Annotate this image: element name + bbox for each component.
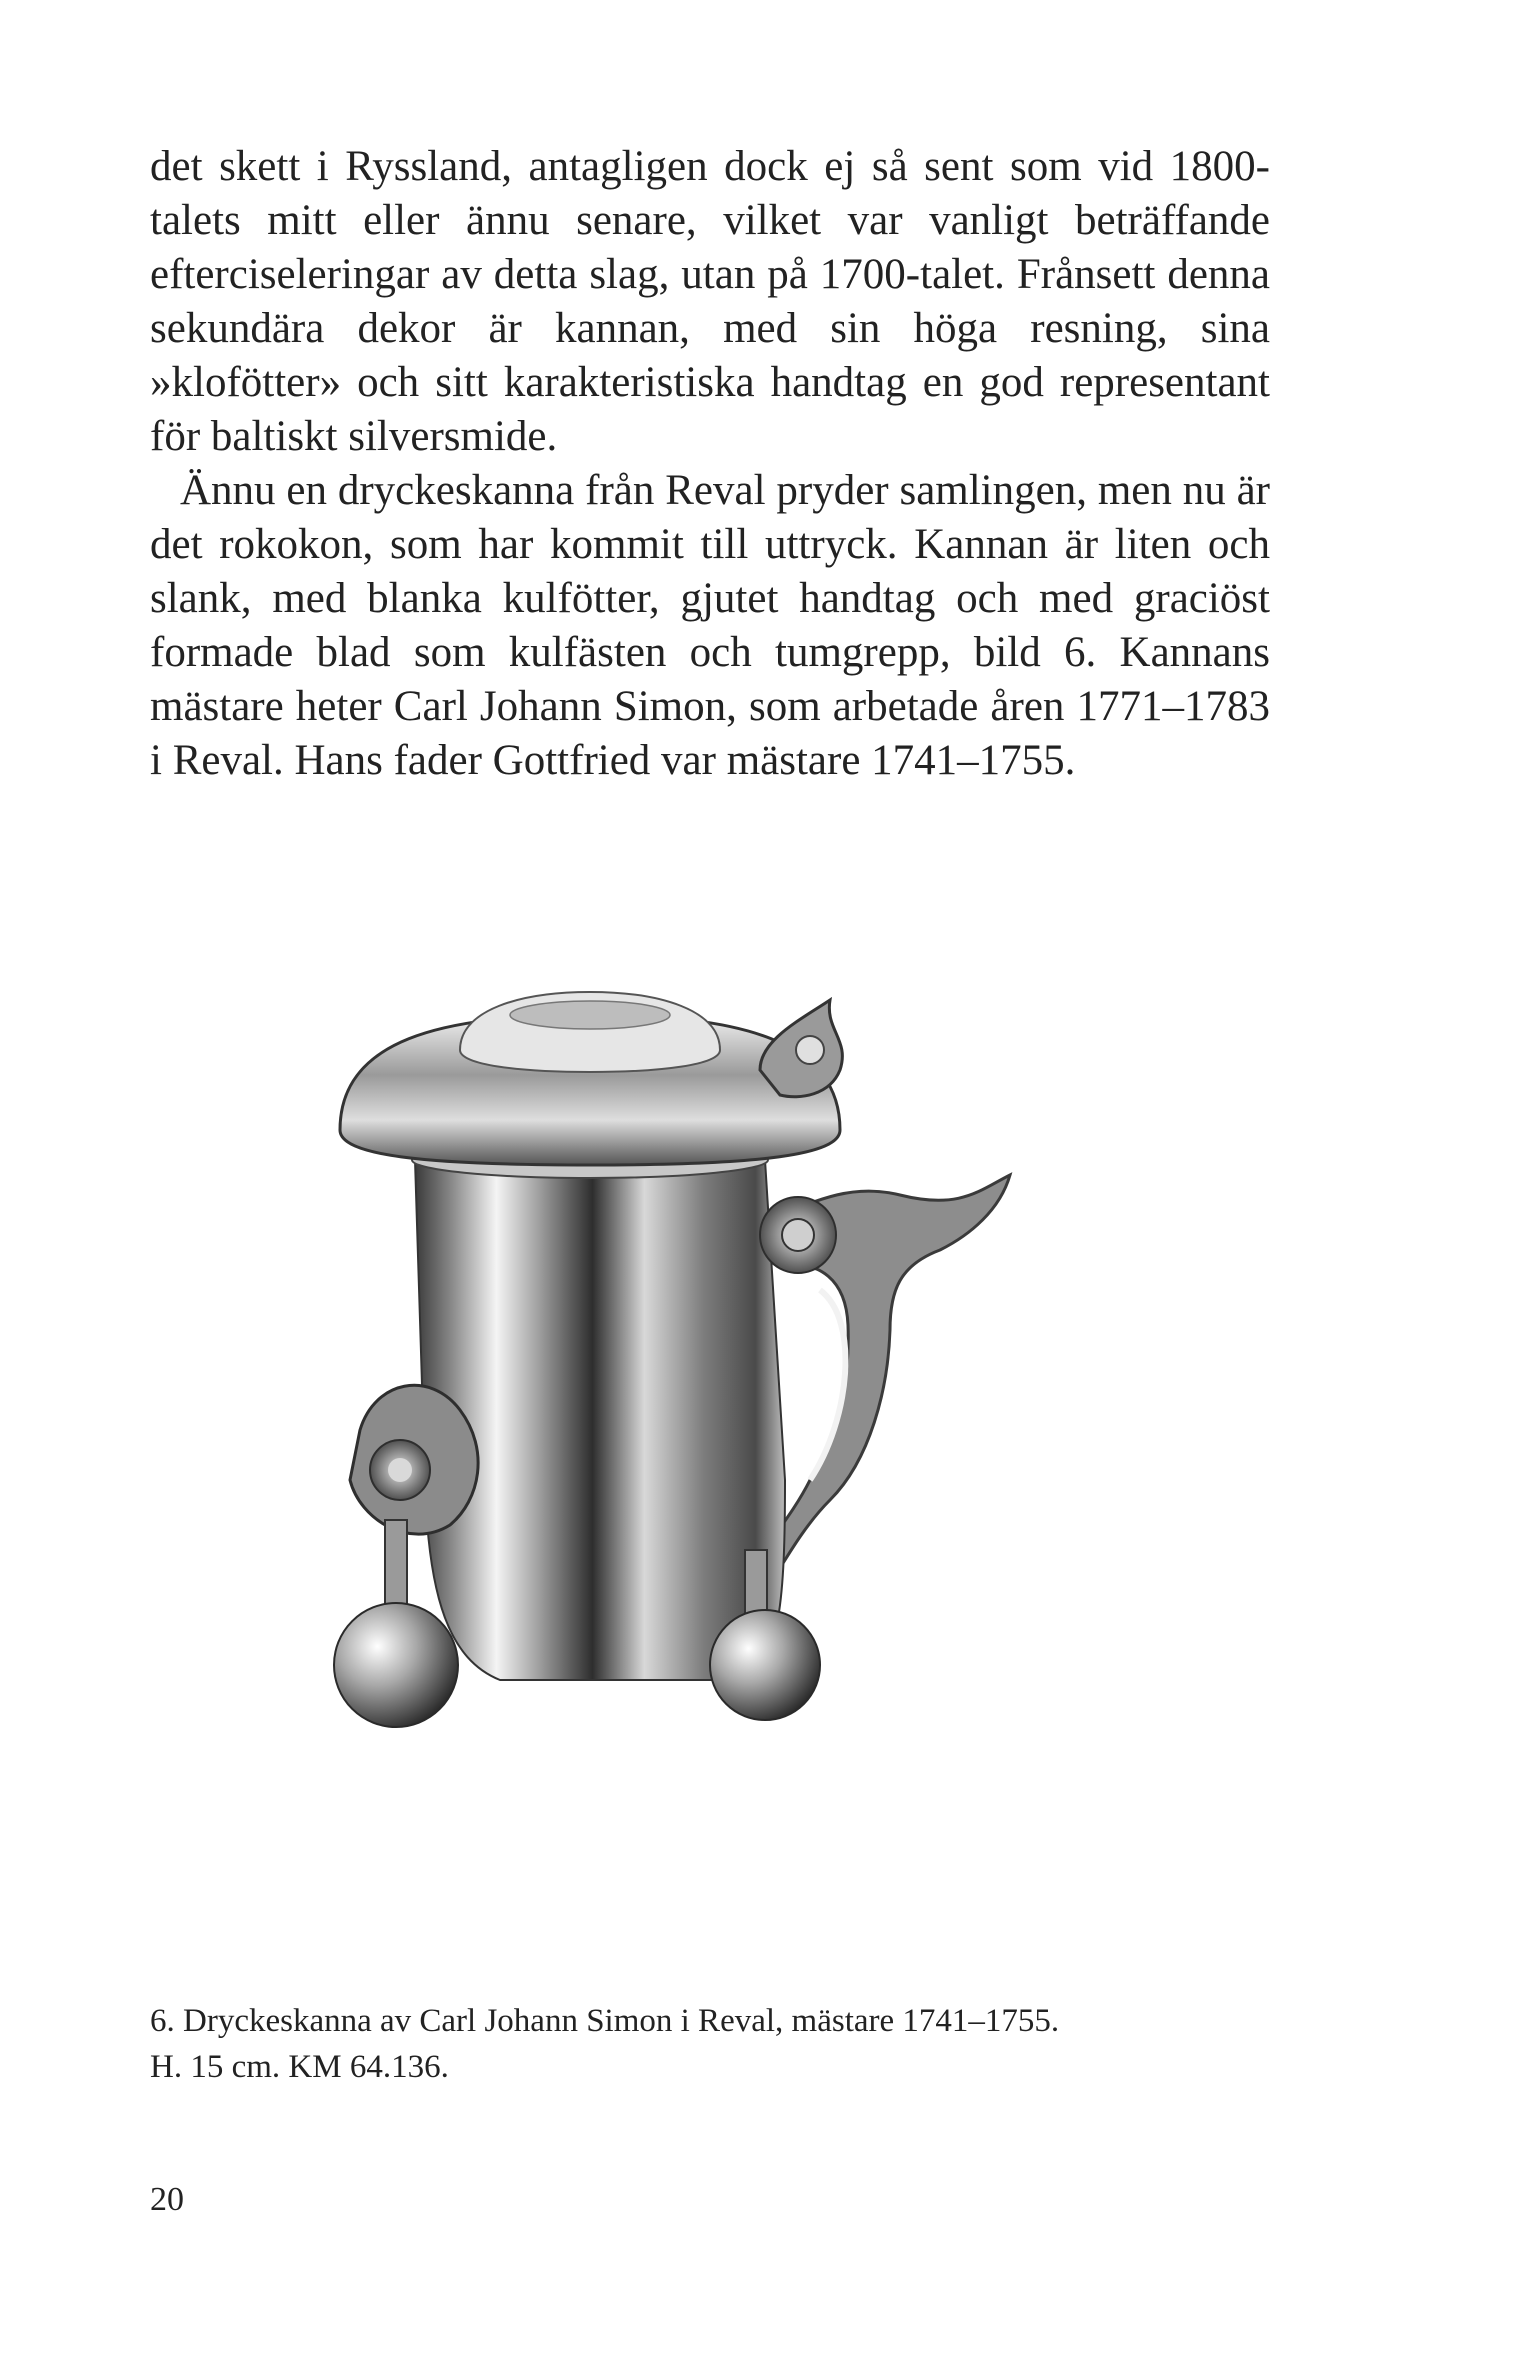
silver-tankard-illustration: [200, 960, 1250, 1900]
body-text: [150, 140, 1270, 788]
tankard-body: [415, 1160, 785, 1680]
tankard-photograph: [200, 960, 1250, 1900]
figure-caption: [150, 1998, 1270, 2090]
ball-foot: [710, 1610, 820, 1720]
paragraph: det skett i Ryssland, antagligen dock ej så sent som vid 1800-talets mitt eller ännu senare, vilket var vanligt beträffande efterciseleringar av detta slag, utan på 1700-talet. Frånsett denna sekundära dekor är kannan, med sin höga resning, sina »klofötter» och sitt karakteristiska handtag en god representant för baltiskt silversmide.: [150, 143, 1270, 460]
paragraph: Ännu en dryckeskanna från Reval pryder samlingen, men nu är det rokokon, som har kommit till uttryck. Kannan är liten och slank, med blanka kulfötter, gjutet handtag och med graciöst formade blad som kulfästen och tumgrepp, bild 6. Kannans mästare heter Carl Johann Simon, som arbetade åren 1771–1783 i Reval. Hans fader Gottfried var mästare 1741–1755.: [150, 467, 1270, 784]
page-number: 20: [150, 2181, 184, 2218]
caption-line: H. 15 cm. KM 64.136.: [150, 2049, 449, 2085]
caption-line: 6. Dryckeskanna av Carl Johann Simon i Reval, mästare 1741–1755.: [150, 2003, 1060, 2039]
ball-foot: [334, 1603, 458, 1727]
